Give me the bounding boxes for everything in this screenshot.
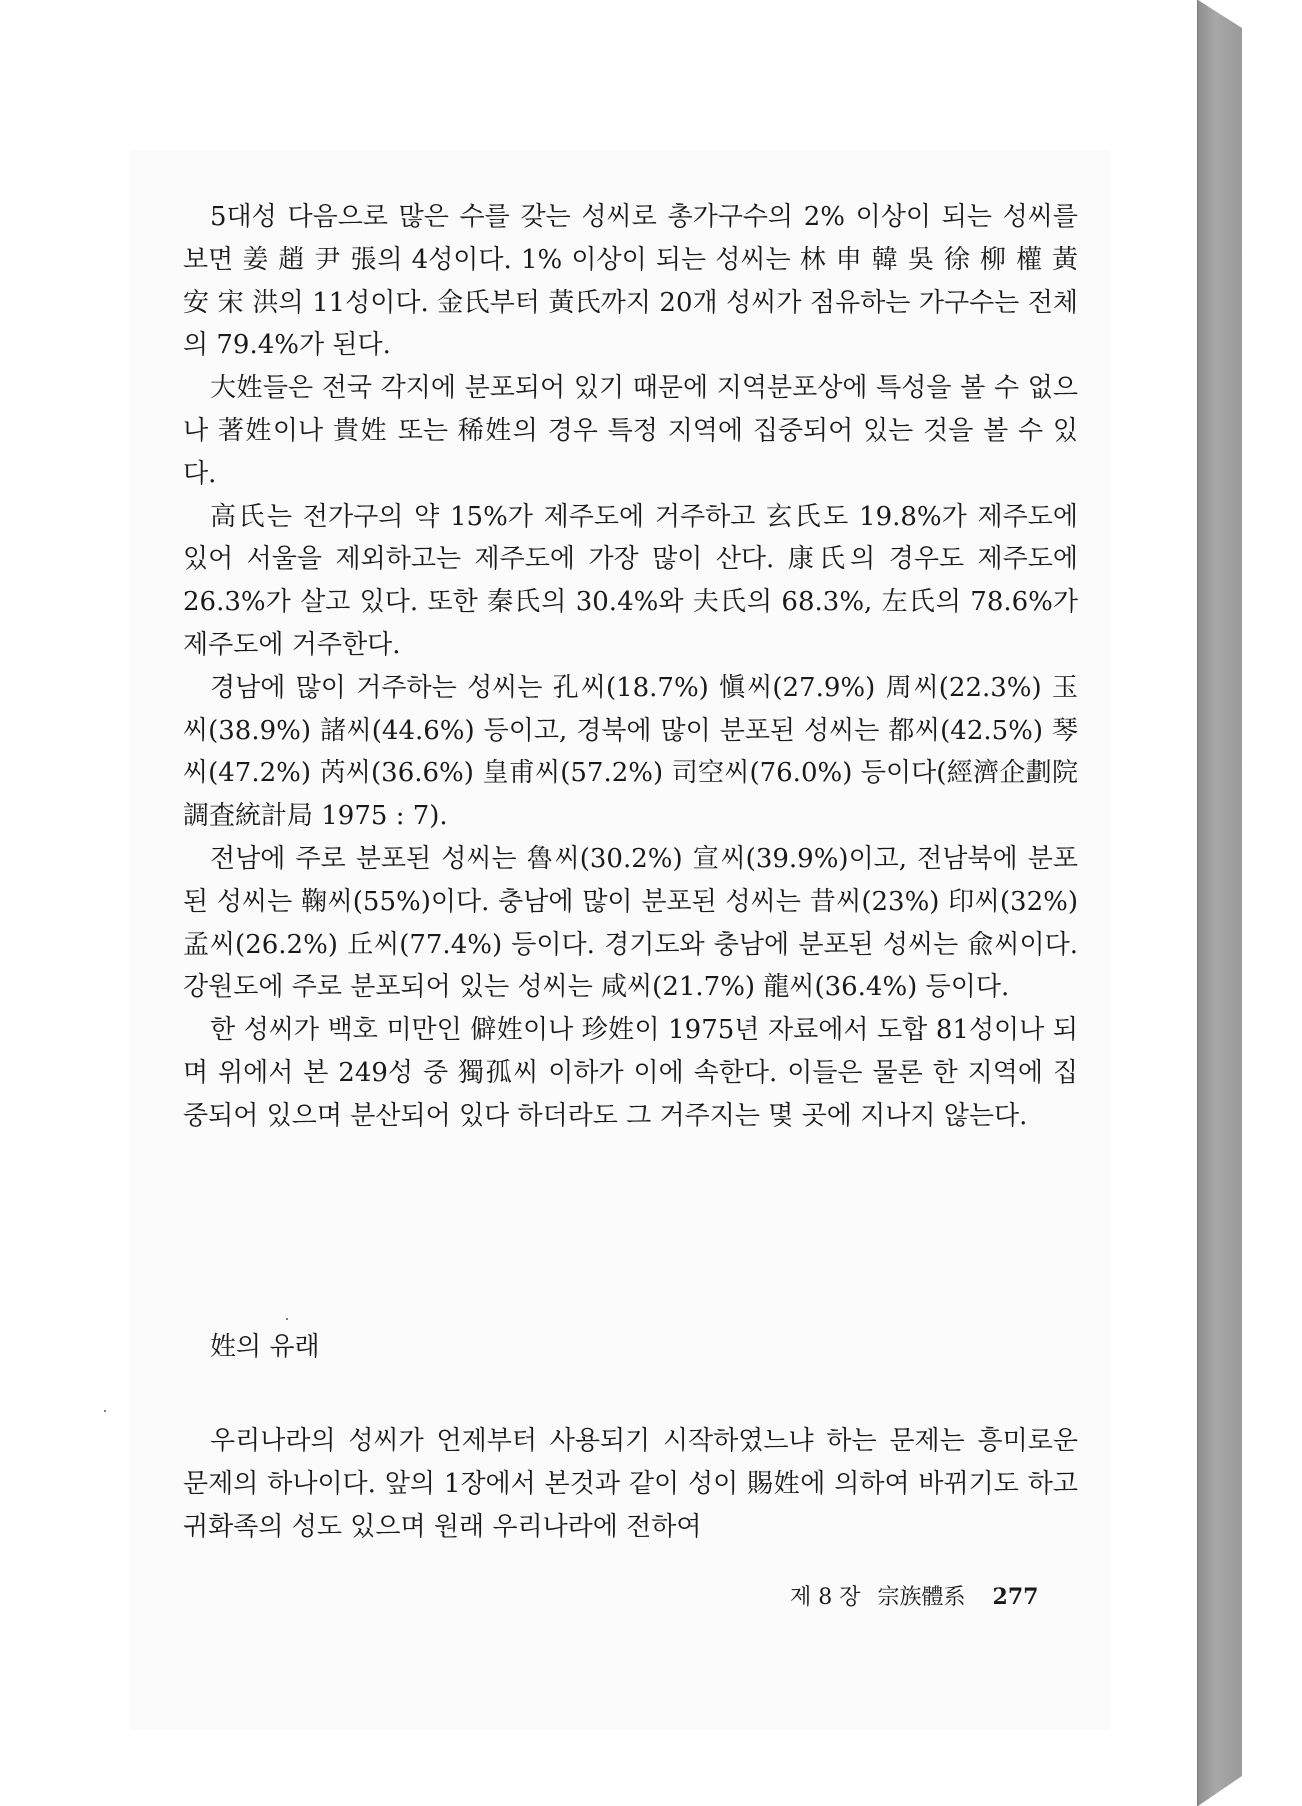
paragraph: 경남에 많이 거주하는 성씨는 孔씨(18.7%) 愼씨(27.9%) 周씨(22.3%) 玉씨(38.9%) 諸씨(44.6%) 등이고, 경북에 많이 분포된 성씨는 都씨(42.5%) 琴씨(47.2%) 芮씨(36.6%) 皇甫씨(57.2%) 司空씨(76.0%) 등이다(經濟企劃院 調査統計局 1975 : 7). (183, 672, 1078, 832)
scan-speck (104, 1410, 106, 1412)
running-footer (780, 1580, 1038, 1611)
paragraph: 5대성 다음으로 많은 수를 갖는 성씨로 총가구수의 2% 이상이 되는 성씨를 보면 姜 趙 尹 張의 4성이다. 1% 이상이 되는 성씨는 林 申 韓 吳 徐 柳 權 黃 安 宋 洪의 11성이다. 金氏부터 黃氏까지 20개 성씨가 점유하는 가구수는 전체의 79.4%가 된다. (183, 202, 1078, 361)
section-body-text (183, 1420, 1078, 1548)
body-text (183, 196, 1078, 1138)
paragraph: 高氏는 전가구의 약 15%가 제주도에 거주하고 玄氏도 19.8%가 제주도에 있어 서울을 제외하고는 제주도에 가장 많이 산다. 康氏의 경우도 제주도에 26.3%가 살고 있다. 또한 秦氏의 30.4%와 夫氏의 68.3%, 左氏의 78.6%가 제주도에 거주한다. (183, 501, 1078, 660)
paragraph: 우리나라의 성씨가 언제부터 사용되기 시작하였느냐 하는 문제는 흥미로운 문제의 하나이다. 앞의 1장에서 본것과 같이 성이 賜姓에 의하여 바뀌기도 하고 귀화족의 성도 있으며 원래 우리나라에 전하여 (183, 1426, 1078, 1542)
paragraph: 전남에 주로 분포된 성씨는 魯씨(30.2%) 宣씨(39.9%)이고, 전남북에 분포된 성씨는 鞠씨(55%)이다. 충남에 많이 분포된 성씨는 昔씨(23%) 印씨(32%) 孟씨(26.2%) 丘씨(77.4%) 등이다. 경기도와 충남에 분포된 성씨는 兪씨이다. 강원도에 주로 분포되어 있는 성씨는 咸씨(21.7%) 龍씨(36.4%) 등이다. (183, 843, 1078, 1003)
scan-speck (286, 1318, 288, 1320)
footer-chapter-title: 宗族體系 (877, 1585, 966, 1610)
page-number: 277 (992, 1584, 1039, 1610)
footer-chapter: 제 8 장 (790, 1585, 861, 1610)
paragraph: 大姓들은 전국 각지에 분포되어 있기 때문에 지역분포상에 특성을 볼 수 없으나 著姓이나 貴姓 또는 稀姓의 경우 특정 지역에 집중되어 있는 것을 볼 수 있다. (183, 373, 1078, 489)
section-heading: 姓의 유래 (210, 1332, 320, 1362)
book-page-stack-edge (1198, 0, 1242, 1806)
paragraph: 한 성씨가 백호 미만인 僻姓이나 珍姓이 1975년 자료에서 도합 81성이나 되며 위에서 본 249성 중 獨孤씨 이하가 이에 속한다. 이들은 물론 한 지역에 집중되어 있으며 분산되어 있다 하더라도 그 거주지는 몇 곳에 지나지 않는다. (183, 1015, 1078, 1131)
